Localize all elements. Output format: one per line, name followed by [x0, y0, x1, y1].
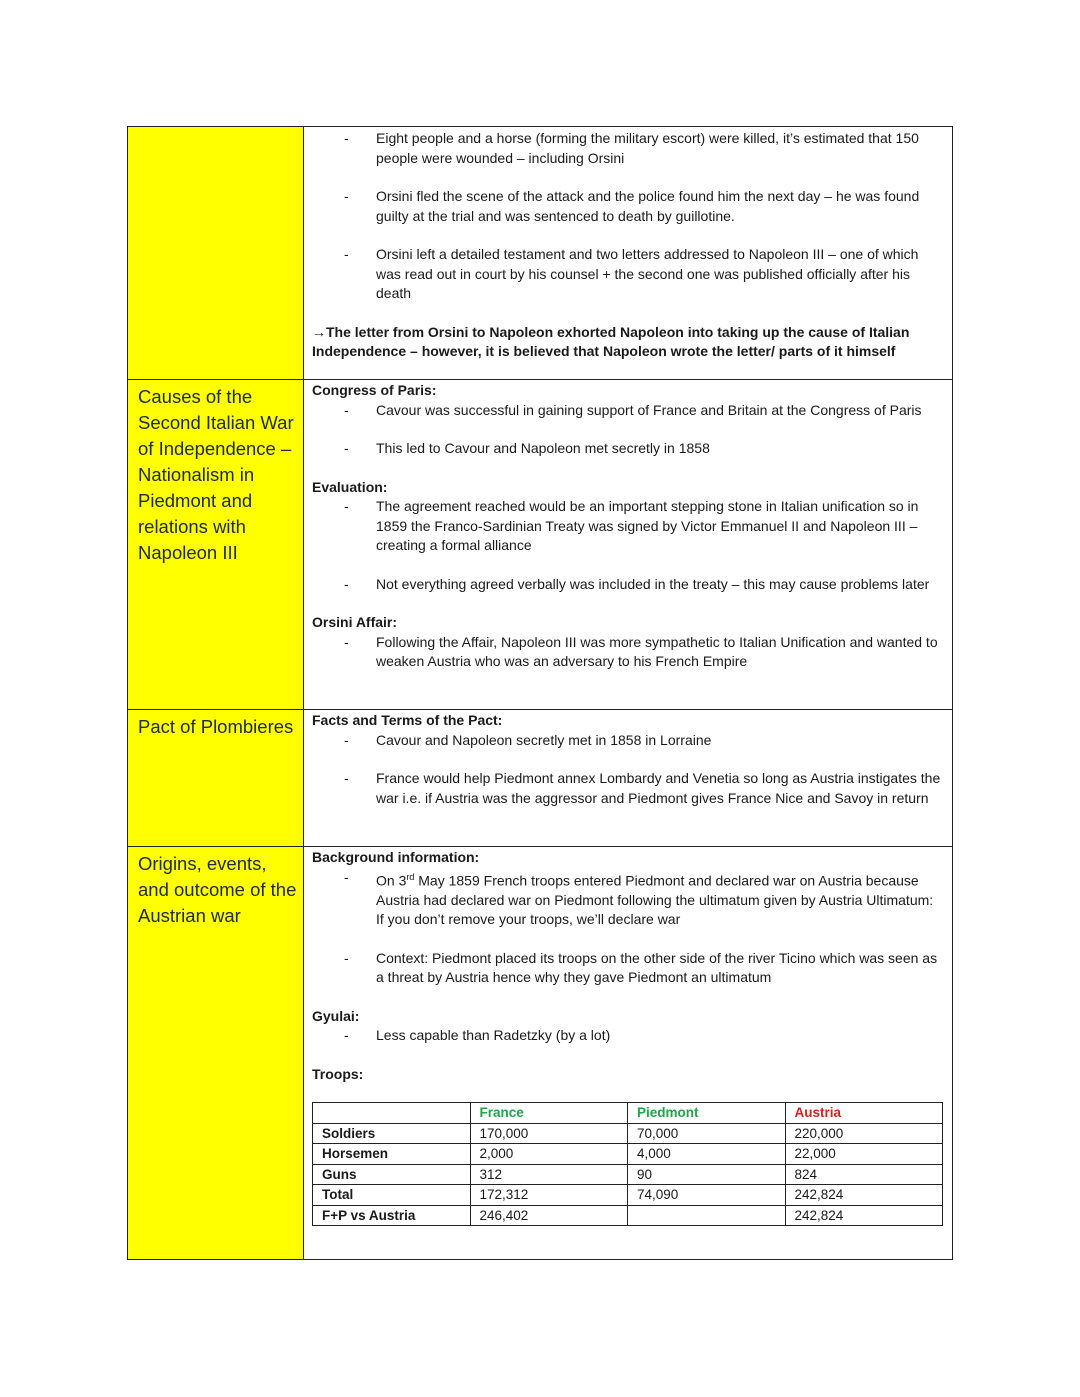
- notes-row: [128, 710, 953, 847]
- table-cell: 824: [785, 1164, 943, 1185]
- table-cell: 242,824: [785, 1185, 943, 1206]
- table-cell: 74,090: [628, 1185, 786, 1206]
- section-heading: Facts and Terms of the Pact:: [312, 712, 503, 728]
- bullet-item: - Context: Piedmont placed its troops on the other side of the river Ticino which was seen as a threat by Austria hence why they gave Piedmont an ultimatum: [344, 949, 938, 986]
- table-cell: [628, 1205, 786, 1226]
- bullet-item: - Cavour was successful in gaining support of France and Britain at the Congress of Paris: [344, 401, 922, 418]
- bullet-item: - The agreement reached would be an important stepping stone in Italian unification so in 1859 the Franco-Sardinian Treaty was signed by Victor Emmanuel II and Napoleon III – creating a formal alliance: [344, 498, 919, 553]
- content-cell: [304, 380, 953, 710]
- table-row: [313, 1164, 943, 1185]
- topic-cell: [128, 847, 304, 1260]
- content-cell: [304, 847, 953, 1260]
- section-heading: Evaluation:: [312, 478, 388, 495]
- topic-title: Causes of the Second Italian War of Independence – Nationalism in Piedmont and relations with Napoleon III: [138, 386, 294, 563]
- troops-header-cell: [313, 1103, 471, 1124]
- troops-header-cell: Piedmont: [628, 1103, 786, 1124]
- bullet-item: - Cavour and Napoleon secretly met in 1858 in Lorraine: [344, 731, 712, 748]
- section-heading: Congress of Paris:: [312, 382, 437, 398]
- troops-table: [312, 1102, 943, 1226]
- table-cell: F+P vs Austria: [313, 1205, 471, 1226]
- bullet-item: - Not everything agreed verbally was included in the treaty – this may cause problems later: [344, 575, 930, 592]
- topic-title: Origins, events, and outcome of the Austrian war: [138, 853, 297, 926]
- table-cell: 70,000: [628, 1123, 786, 1144]
- table-cell: Horsemen: [313, 1144, 471, 1165]
- topic-cell: [128, 380, 304, 710]
- section-heading: Background information:: [312, 849, 480, 865]
- bullet-item: - Following the Affair, Napoleon III was more sympathetic to Italian Unification and wanted to weaken Austria who was an adversary to his French Empire: [344, 633, 938, 669]
- bullet-item: - On 3rd May 1859 French troops entered Piedmont and declared war on Austria because Austria had declared war on Piedmont following the ultimatum given by Austria Ultimatum: If you don’t remove your troops, we’ll declare war: [344, 868, 934, 928]
- bullet-item: - France would help Piedmont annex Lombardy and Venetia so long as Austria instigates the war i.e. if Austria was the aggressor and Piedmont gives France Nice and Savoy in return: [344, 770, 941, 806]
- topic-cell: [128, 710, 304, 847]
- conclusion-note: →The letter from Orsini to Napoleon exhorted Napoleon into taking up the cause of Italian Independence – however, it is believed that Napoleon wrote the letter/ parts of it himself: [312, 323, 910, 359]
- notes-table: [127, 126, 953, 1260]
- table-row: [313, 1144, 943, 1165]
- notes-row: [128, 847, 953, 1260]
- table-cell: Guns: [313, 1164, 471, 1185]
- topic-title: [128, 127, 303, 131]
- table-cell: 4,000: [628, 1144, 786, 1165]
- notes-row: [128, 127, 953, 380]
- table-cell: 90: [628, 1164, 786, 1185]
- table-row: [313, 1205, 943, 1226]
- table-cell: 170,000: [470, 1123, 628, 1144]
- bullet-item: - Eight people and a horse (forming the military escort) were killed, it’s estimated that 150 people were wounded – including Orsini: [344, 130, 919, 166]
- table-cell: 242,824: [785, 1205, 943, 1226]
- bullet-item: - Less capable than Radetzky (by a lot): [344, 1027, 611, 1044]
- content-cell: [304, 710, 953, 847]
- table-cell: 220,000: [785, 1123, 943, 1144]
- section-heading: Troops:: [312, 1065, 364, 1082]
- table-cell: Soldiers: [313, 1123, 471, 1144]
- table-cell: 312: [470, 1164, 628, 1185]
- bullet-item: - Orsini fled the scene of the attack and the police found him the next day – he was found guilty at the trial and was sentenced to death by guillotine.: [344, 188, 920, 224]
- table-row: [313, 1123, 943, 1144]
- table-row: [313, 1185, 943, 1206]
- notes-row: [128, 380, 953, 710]
- section-heading: Gyulai:: [312, 1007, 360, 1024]
- troops-header-cell: Austria: [785, 1103, 943, 1124]
- bullet-item: - This led to Cavour and Napoleon met secretly in 1858: [344, 440, 710, 456]
- bullet-item: - Orsini left a detailed testament and two letters addressed to Napoleon III – one of which was read out in court by his counsel + the second one was published officially after his death: [344, 246, 919, 301]
- topic-title: Pact of Plombieres: [138, 716, 294, 737]
- troops-header-row: [313, 1103, 943, 1124]
- troops-header-cell: France: [470, 1103, 628, 1124]
- table-cell: 22,000: [785, 1144, 943, 1165]
- content-cell: [304, 127, 953, 380]
- table-cell: 246,402: [470, 1205, 628, 1226]
- table-cell: 172,312: [470, 1185, 628, 1206]
- section-heading: Orsini Affair:: [312, 614, 398, 630]
- topic-cell: [128, 127, 304, 380]
- table-cell: 2,000: [470, 1144, 628, 1165]
- table-cell: Total: [313, 1185, 471, 1206]
